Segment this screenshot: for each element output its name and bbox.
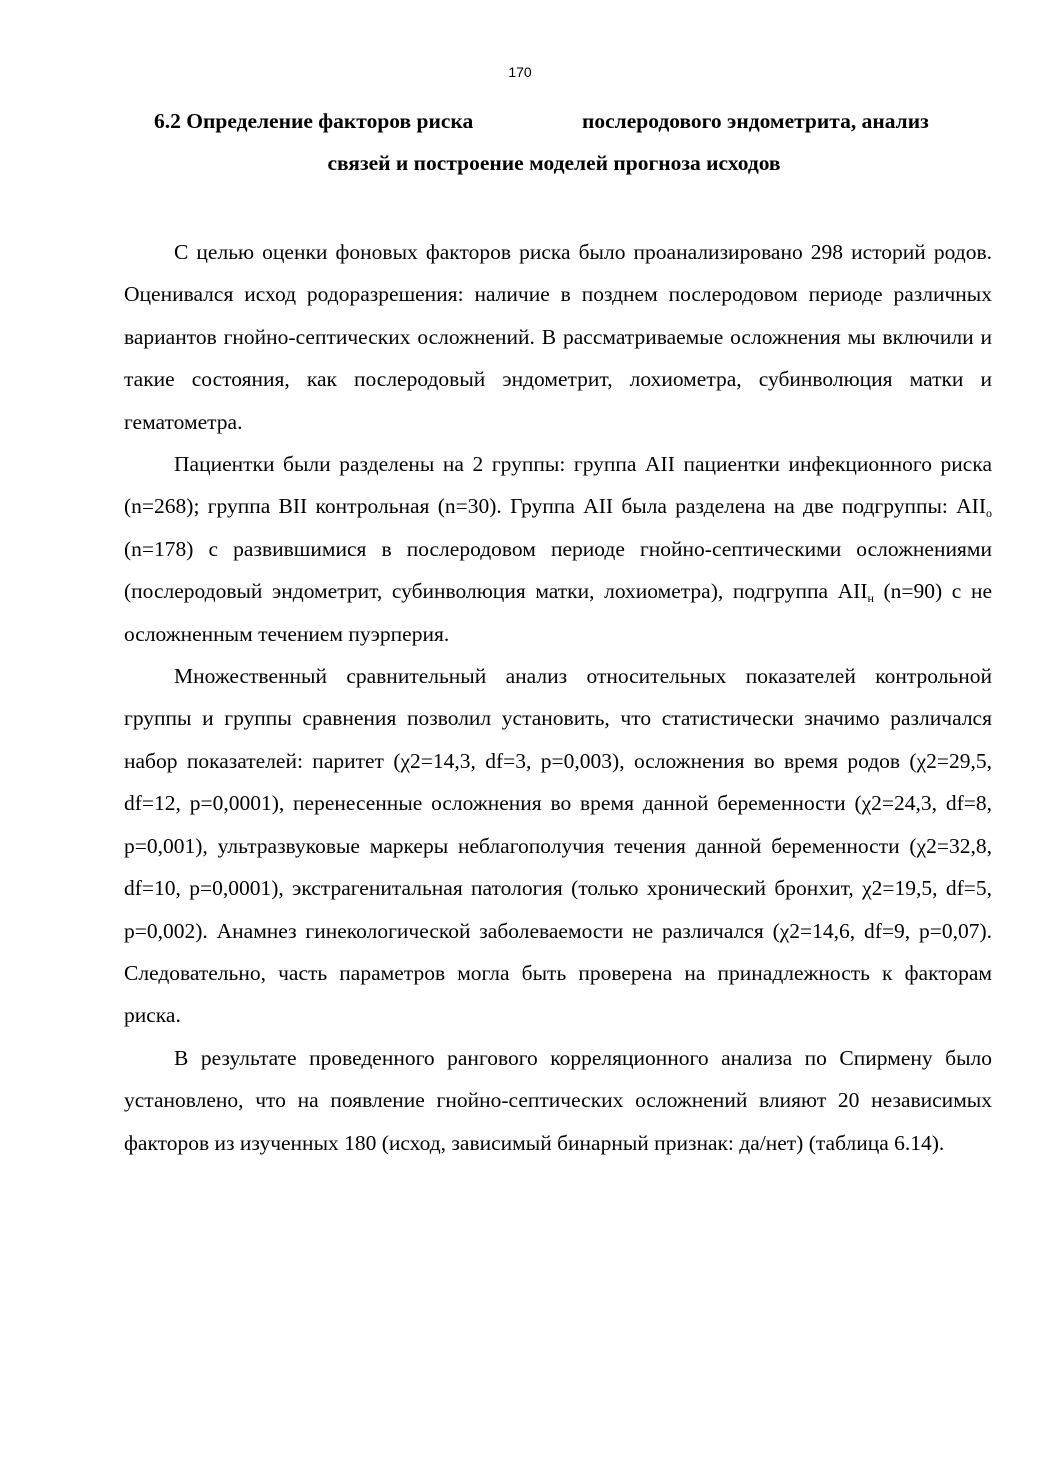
paragraph-1: С целью оценки фоновых факторов риска было проанализировано 298 историй родов. Оценивался исход родоразрешения: наличие в позднем послеродовом периоде различных вариантов гнойно-септических осложнений. В рассматриваемые осложнения мы включили и такие состояния, как послеродовый эндометрит, лохиометра, субинволюция матки и гематометра. xyxy=(124,240,992,434)
paragraph-2-text-2: (n=178) с развившимися в послеродовом периоде гнойно-септическими осложнениями (послеродовый эндометрит, субинволюция матки, лохиометра), подгруппа АII xyxy=(124,536,992,604)
subgroup-n-subscript: н xyxy=(867,591,874,606)
section-heading-part-1: 6.2 Определение факторов риска xyxy=(154,109,474,133)
body-text xyxy=(124,231,992,1164)
section-heading-line-2: связей и построение моделей прогноза исходов xyxy=(327,151,781,175)
paragraph-4: В результате проведенного рангового корреляционного анализа по Спирмену было установлено, что на появление гнойно-септических осложнений влияют 20 независимых факторов из изученных 180 (исход, зависимый бинарный признак: да/нет) (таблица 6.14). xyxy=(124,1045,992,1155)
page-number: 170 xyxy=(508,64,532,80)
paragraph-2-text-1: Пациентки были разделены на 2 группы: группа АII пациентки инфекционного риска (n=268); группа BII контрольная (n=30). Группа АII была разделена на две подгруппы: АII xyxy=(124,452,992,519)
paragraph-2-text-3: (n=90) с не осложненным течением пуэрперия. xyxy=(124,579,992,646)
subgroup-o-subscript: о xyxy=(986,506,992,521)
paragraph-2 xyxy=(124,443,992,655)
paragraph-3: Множественный сравнительный анализ относительных показателей контрольной группы и группы сравнения позволил установить, что статистически значимо различался набор показателей: паритет (χ2=14,3, df=3, p=0,003), осложнения во время родов (χ2=29,5, df=12, p=0,0001), перенесенные осложнения во время данной беременности (χ2=24,3, df=8, p=0,001), ультразвуковые маркеры неблагополучия течения данной беременности (χ2=32,8, df=10, p=0,0001), экстрагенитальная патология (только хронический бронхит, χ2=19,5, df=5, p=0,002). Анамнез гинекологической заболеваемости не различался (χ2=14,6, df=9, p=0,07). Следовательно, часть параметров могла быть проверена на принадлежность к факторам риска. xyxy=(124,664,992,1028)
section-heading-part-2: послеродового эндометрита, анализ xyxy=(582,109,929,133)
